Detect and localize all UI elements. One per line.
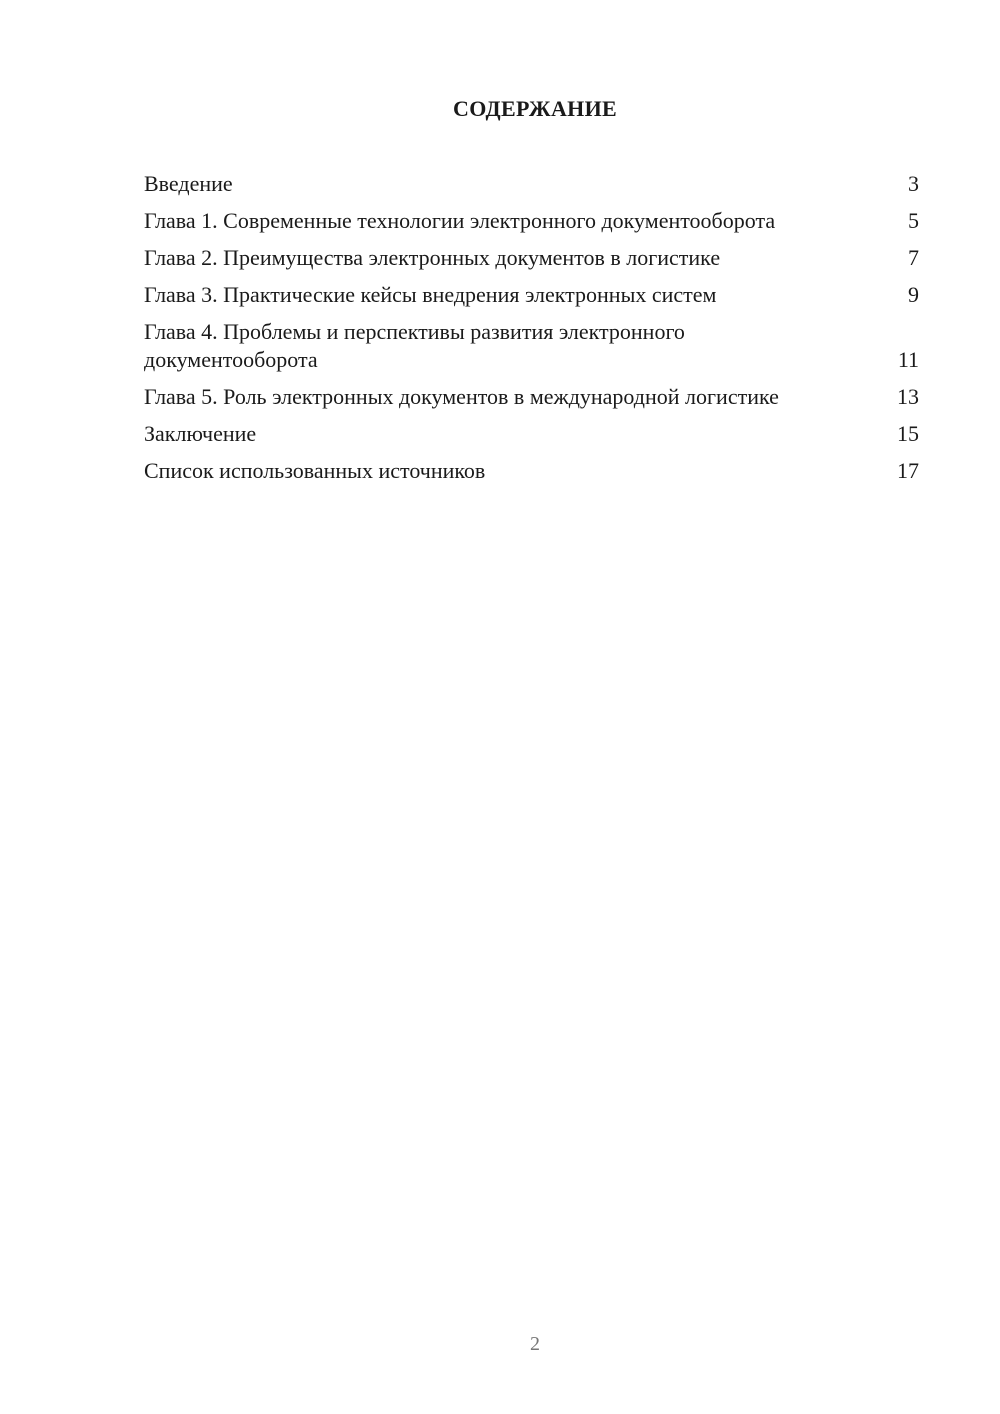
toc-entry-text: Глава 3. Практические кейсы внедрения электронных систем [144, 282, 717, 307]
toc-entry-text: Заключение [144, 421, 257, 446]
toc-entry-page: 9 [908, 282, 919, 307]
toc-entry-text: Список использованных источников [144, 458, 486, 483]
toc-entry-page: 15 [897, 421, 919, 446]
toc-entry-page: 17 [897, 458, 919, 483]
toc-entry-introduction[interactable] [144, 170, 919, 198]
toc-entry-chapter-3[interactable] [144, 281, 919, 309]
toc-entry-references[interactable] [144, 457, 919, 485]
toc-entry-text: Введение [144, 171, 233, 196]
toc-entry-text: Глава 4. Проблемы и перспективы развития электронного документооборота [144, 319, 685, 372]
page-title: СОДЕРЖАНИЕ [453, 96, 617, 121]
toc-entry-conclusion[interactable] [144, 420, 919, 448]
toc-entry-text: Глава 2. Преимущества электронных документов в логистике [144, 245, 721, 270]
toc-entry-chapter-1[interactable] [144, 207, 919, 235]
toc-entry-chapter-4[interactable] [144, 318, 919, 374]
toc-entry-text: Глава 5. Роль электронных документов в международной логистике [144, 384, 779, 409]
toc-entry-page: 11 [897, 347, 919, 372]
toc-entry-page: 13 [897, 384, 919, 409]
toc-entry-page: 3 [908, 171, 919, 196]
toc-entry-text: Глава 1. Современные технологии электронного документооборота [144, 208, 776, 233]
toc-entry-page: 7 [908, 245, 919, 270]
page-number: 2 [530, 1333, 540, 1355]
toc-entry-chapter-2[interactable] [144, 244, 919, 272]
table-of-contents [144, 170, 919, 494]
toc-entry-page: 5 [908, 208, 919, 233]
toc-entry-chapter-5[interactable] [144, 383, 919, 411]
